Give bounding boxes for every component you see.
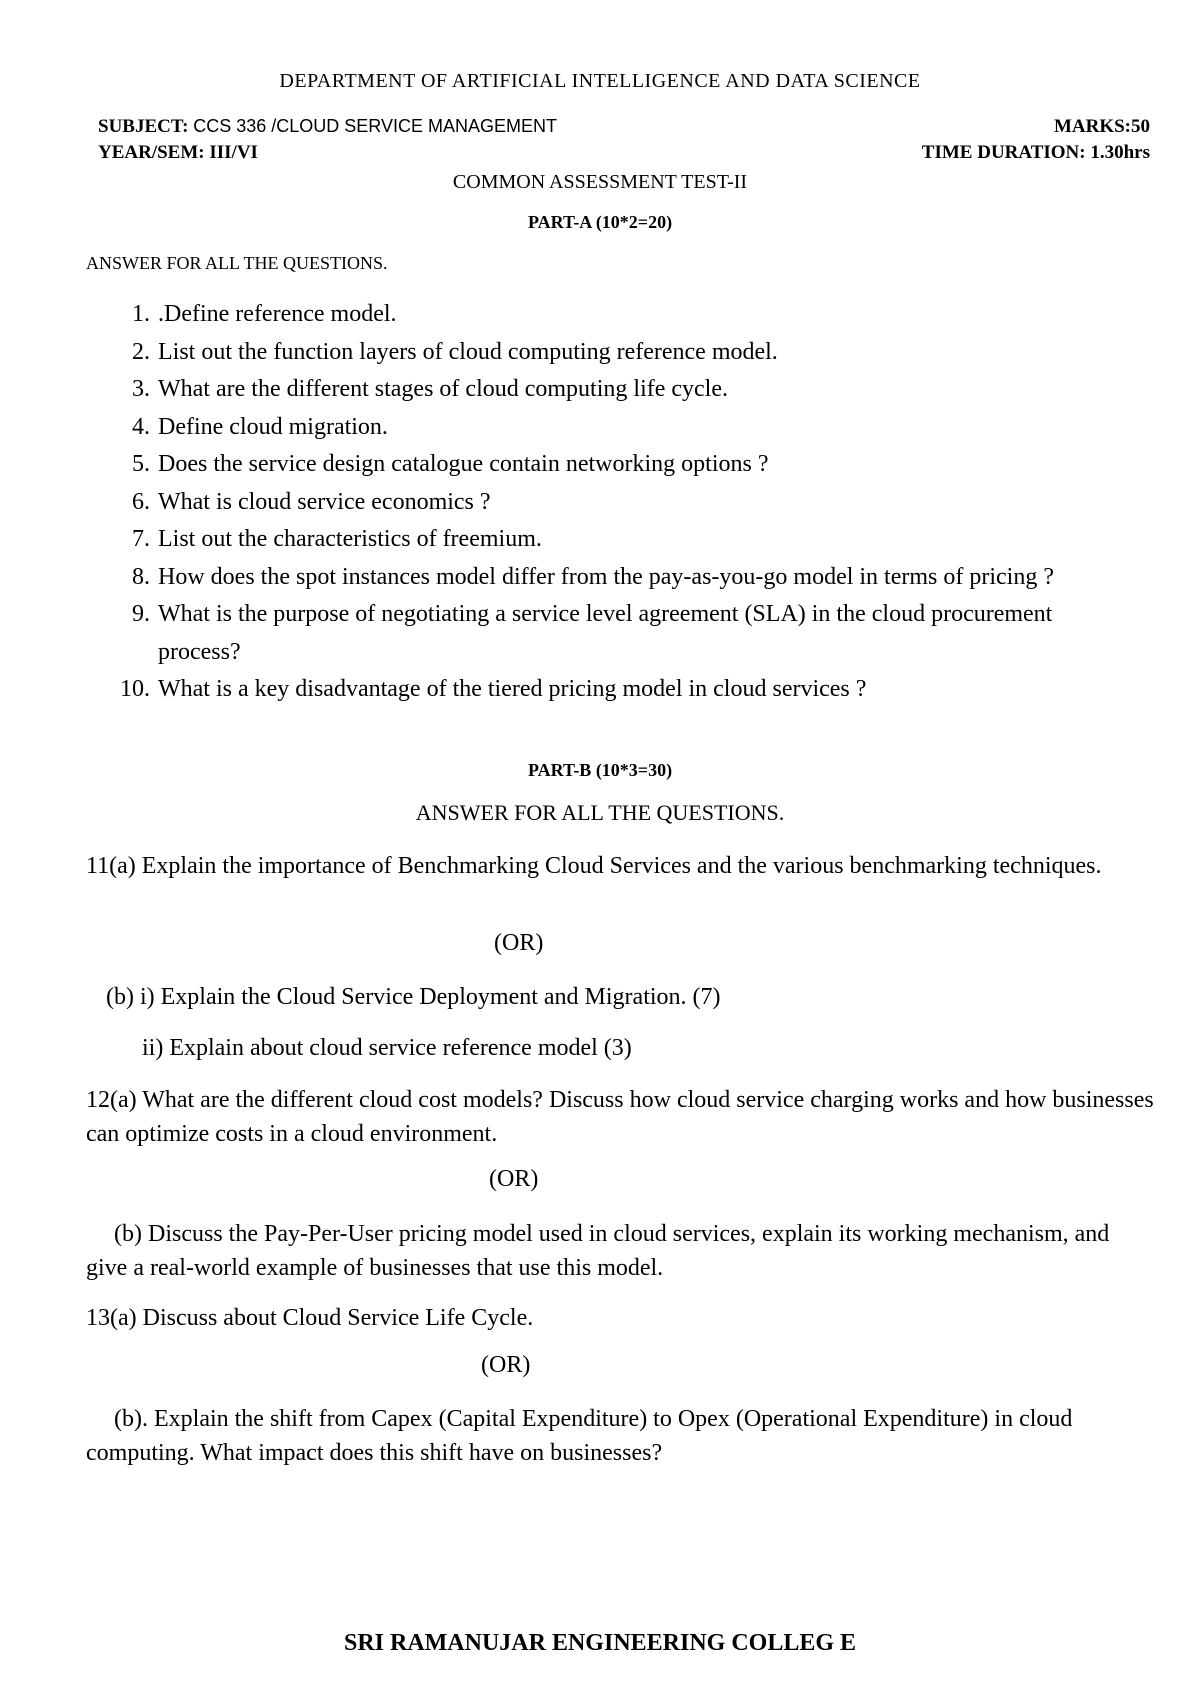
list-item (86, 671, 1126, 709)
year-sem-label: YEAR/SEM: (98, 142, 205, 163)
question-text: What is a key disadvantage of the tiered pricing model in cloud services ? (158, 676, 867, 702)
question-11b-i: (b) i) Explain the Cloud Service Deployment and Migration. (7) (106, 984, 721, 1010)
question-12b: (b) Discuss the Pay-Per-User pricing model used in cloud services, explain its working mechanism, and give a real-world example of businesses that use this model. (86, 1221, 1110, 1281)
or-label-13: (OR) (481, 1352, 531, 1378)
question-text: List out the function layers of cloud computing reference model. (158, 338, 778, 365)
question-number: 2. (132, 338, 150, 365)
question-text: Does the service design catalogue contain networking options ? (158, 451, 769, 477)
test-title: COMMON ASSESSMENT TEST-II (452, 171, 748, 193)
year-sem-value: III/VI (209, 142, 258, 163)
part-b-instruction: ANSWER FOR ALL THE QUESTIONS. (415, 800, 785, 825)
question-number: 8. (132, 563, 150, 590)
question-12a: 12(a) What are the different cloud cost models? Discuss how cloud service charging works and how businesses can optimize costs in a cloud environment. (86, 1087, 1154, 1147)
time-value: 1.30hrs (1090, 142, 1150, 163)
year-sem-line (98, 142, 258, 164)
question-number: 5. (132, 451, 150, 477)
list-item (86, 484, 1126, 522)
part-b-title: PART-B (10*3=30) (527, 760, 673, 780)
question-number: 9. (132, 601, 150, 627)
part-a-question-list (86, 296, 1126, 709)
question-13b: (b). Explain the shift from Capex (Capital Expenditure) to Opex (Operational Expenditure) in cloud computing. What impact does this shift have on businesses? (86, 1406, 1073, 1466)
question-text: What are the different stages of cloud computing life cycle. (158, 376, 728, 402)
question-number: 1. (132, 301, 150, 327)
list-item (86, 334, 1126, 372)
question-number: 7. (132, 526, 150, 552)
list-item (86, 596, 1126, 671)
department-title: DEPARTMENT OF ARTIFICIAL INTELLIGENCE AND DATA SCIENCE (279, 70, 921, 92)
year-row (98, 142, 1150, 164)
subject-row (98, 116, 1150, 138)
subject-label: SUBJECT: (98, 116, 189, 137)
list-item (86, 446, 1126, 484)
marks: MARKS:50 (1053, 116, 1150, 137)
list-item (86, 559, 1126, 597)
question-number: 4. (132, 413, 150, 440)
time-label: TIME DURATION: (921, 142, 1086, 163)
question-11a: 11(a) Explain the importance of Benchmarking Cloud Services and the various benchmarking techniques. (86, 853, 1102, 879)
question-text: .Define reference model. (158, 301, 397, 327)
college-name: SRI RAMANUJAR ENGINEERING COLLEG E (343, 1630, 857, 1656)
time-line (922, 142, 1150, 164)
question-number: 10. (120, 676, 150, 702)
question-13a: 13(a) Discuss about Cloud Service Life Cycle. (86, 1305, 534, 1331)
question-number: 3. (132, 376, 150, 402)
list-item (86, 371, 1126, 409)
question-text: Define cloud migration. (158, 413, 388, 440)
list-item (86, 296, 1126, 334)
subject-line (98, 116, 557, 138)
subject-value: CCS 336 /CLOUD SERVICE MANAGEMENT (193, 116, 557, 136)
or-label-12: (OR) (489, 1166, 539, 1192)
question-text: How does the spot instances model differ from the pay-as-you-go model in terms of pricing ? (158, 563, 1055, 590)
question-text: List out the characteristics of freemium. (158, 526, 542, 552)
list-item (86, 521, 1126, 559)
part-a-instruction: ANSWER FOR ALL THE QUESTIONS. (86, 253, 388, 273)
question-text: What is the purpose of negotiating a service level agreement (SLA) in the cloud procurement process? (158, 601, 1053, 665)
part-a-title: PART-A (10*2=20) (527, 212, 673, 232)
list-item (86, 409, 1126, 447)
question-number: 6. (132, 488, 150, 515)
question-text: What is cloud service economics ? (158, 488, 491, 515)
or-label-11: (OR) (494, 930, 544, 956)
question-11b-ii: ii) Explain about cloud service reference model (3) (142, 1035, 632, 1061)
